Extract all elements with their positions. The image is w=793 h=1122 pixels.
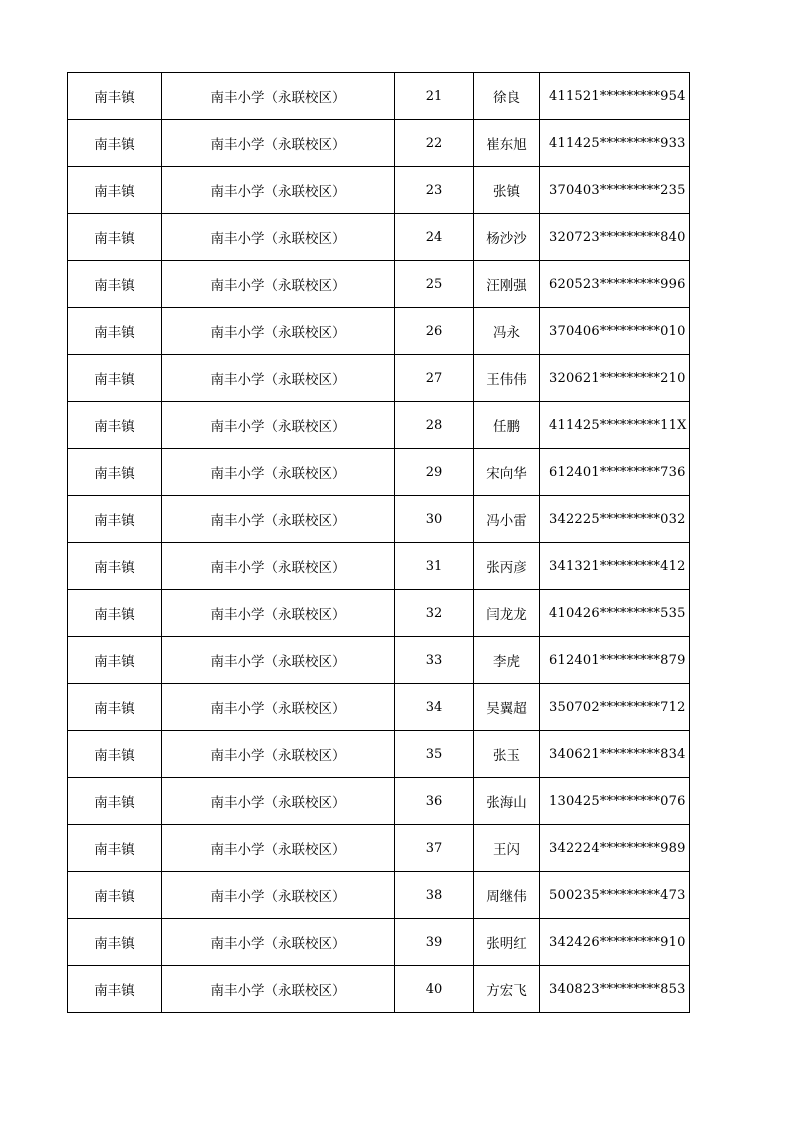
table-row xyxy=(68,261,690,308)
town-cell: 南丰镇 xyxy=(68,543,162,590)
table-row xyxy=(68,355,690,402)
seq-number-cell: 26 xyxy=(395,308,474,355)
town-cell: 南丰镇 xyxy=(68,308,162,355)
town-cell: 南丰镇 xyxy=(68,825,162,872)
table-row xyxy=(68,731,690,778)
table-row xyxy=(68,543,690,590)
school-cell: 南丰小学（永联校区） xyxy=(162,919,395,966)
id-number-cell: 410426*********535 xyxy=(540,590,690,637)
town-cell: 南丰镇 xyxy=(68,214,162,261)
person-name-cell: 张丙彦 xyxy=(474,543,540,590)
id-number-cell: 411521*********954 xyxy=(540,73,690,120)
town-cell: 南丰镇 xyxy=(68,966,162,1013)
table-row xyxy=(68,778,690,825)
town-cell: 南丰镇 xyxy=(68,778,162,825)
seq-number-cell: 22 xyxy=(395,120,474,167)
table-row xyxy=(68,684,690,731)
seq-number-cell: 31 xyxy=(395,543,474,590)
town-cell: 南丰镇 xyxy=(68,261,162,308)
seq-number-cell: 33 xyxy=(395,637,474,684)
person-name-cell: 崔东旭 xyxy=(474,120,540,167)
school-cell: 南丰小学（永联校区） xyxy=(162,872,395,919)
person-name-cell: 徐良 xyxy=(474,73,540,120)
id-number-cell: 340823*********853 xyxy=(540,966,690,1013)
person-name-cell: 李虎 xyxy=(474,637,540,684)
town-cell: 南丰镇 xyxy=(68,167,162,214)
town-cell: 南丰镇 xyxy=(68,637,162,684)
table-row xyxy=(68,308,690,355)
roster-table-body xyxy=(68,73,690,1013)
school-cell: 南丰小学（永联校区） xyxy=(162,731,395,778)
school-cell: 南丰小学（永联校区） xyxy=(162,355,395,402)
person-name-cell: 张镇 xyxy=(474,167,540,214)
school-cell: 南丰小学（永联校区） xyxy=(162,402,395,449)
school-cell: 南丰小学（永联校区） xyxy=(162,543,395,590)
id-number-cell: 340621*********834 xyxy=(540,731,690,778)
id-number-cell: 500235*********473 xyxy=(540,872,690,919)
town-cell: 南丰镇 xyxy=(68,120,162,167)
school-cell: 南丰小学（永联校区） xyxy=(162,214,395,261)
id-number-cell: 612401*********736 xyxy=(540,449,690,496)
seq-number-cell: 23 xyxy=(395,167,474,214)
school-cell: 南丰小学（永联校区） xyxy=(162,966,395,1013)
table-row xyxy=(68,825,690,872)
town-cell: 南丰镇 xyxy=(68,449,162,496)
table-row xyxy=(68,73,690,120)
table-row xyxy=(68,402,690,449)
seq-number-cell: 29 xyxy=(395,449,474,496)
town-cell: 南丰镇 xyxy=(68,355,162,402)
school-cell: 南丰小学（永联校区） xyxy=(162,637,395,684)
person-name-cell: 冯小雷 xyxy=(474,496,540,543)
person-name-cell: 方宏飞 xyxy=(474,966,540,1013)
seq-number-cell: 38 xyxy=(395,872,474,919)
table-row xyxy=(68,872,690,919)
person-name-cell: 张玉 xyxy=(474,731,540,778)
seq-number-cell: 34 xyxy=(395,684,474,731)
seq-number-cell: 27 xyxy=(395,355,474,402)
town-cell: 南丰镇 xyxy=(68,731,162,778)
table-row xyxy=(68,919,690,966)
town-cell: 南丰镇 xyxy=(68,496,162,543)
seq-number-cell: 32 xyxy=(395,590,474,637)
person-name-cell: 吴翼超 xyxy=(474,684,540,731)
id-number-cell: 411425*********933 xyxy=(540,120,690,167)
seq-number-cell: 39 xyxy=(395,919,474,966)
seq-number-cell: 21 xyxy=(395,73,474,120)
id-number-cell: 341321*********412 xyxy=(540,543,690,590)
town-cell: 南丰镇 xyxy=(68,590,162,637)
seq-number-cell: 24 xyxy=(395,214,474,261)
person-name-cell: 张明红 xyxy=(474,919,540,966)
seq-number-cell: 30 xyxy=(395,496,474,543)
school-cell: 南丰小学（永联校区） xyxy=(162,449,395,496)
seq-number-cell: 28 xyxy=(395,402,474,449)
seq-number-cell: 25 xyxy=(395,261,474,308)
school-cell: 南丰小学（永联校区） xyxy=(162,590,395,637)
school-cell: 南丰小学（永联校区） xyxy=(162,73,395,120)
table-row xyxy=(68,590,690,637)
table-row xyxy=(68,966,690,1013)
id-number-cell: 342225*********032 xyxy=(540,496,690,543)
seq-number-cell: 35 xyxy=(395,731,474,778)
school-cell: 南丰小学（永联校区） xyxy=(162,308,395,355)
town-cell: 南丰镇 xyxy=(68,872,162,919)
id-number-cell: 620523*********996 xyxy=(540,261,690,308)
table-row xyxy=(68,637,690,684)
id-number-cell: 342224*********989 xyxy=(540,825,690,872)
person-name-cell: 宋向华 xyxy=(474,449,540,496)
id-number-cell: 411425*********11X xyxy=(540,402,690,449)
person-name-cell: 张海山 xyxy=(474,778,540,825)
table-row xyxy=(68,120,690,167)
person-name-cell: 汪刚强 xyxy=(474,261,540,308)
table-row xyxy=(68,449,690,496)
seq-number-cell: 40 xyxy=(395,966,474,1013)
school-cell: 南丰小学（永联校区） xyxy=(162,825,395,872)
table-row xyxy=(68,496,690,543)
school-cell: 南丰小学（永联校区） xyxy=(162,778,395,825)
school-cell: 南丰小学（永联校区） xyxy=(162,261,395,308)
id-number-cell: 370403*********235 xyxy=(540,167,690,214)
id-number-cell: 612401*********879 xyxy=(540,637,690,684)
town-cell: 南丰镇 xyxy=(68,73,162,120)
school-cell: 南丰小学（永联校区） xyxy=(162,684,395,731)
person-name-cell: 王闪 xyxy=(474,825,540,872)
person-name-cell: 冯永 xyxy=(474,308,540,355)
seq-number-cell: 37 xyxy=(395,825,474,872)
id-number-cell: 370406*********010 xyxy=(540,308,690,355)
town-cell: 南丰镇 xyxy=(68,402,162,449)
id-number-cell: 350702*********712 xyxy=(540,684,690,731)
town-cell: 南丰镇 xyxy=(68,684,162,731)
table-row xyxy=(68,167,690,214)
person-name-cell: 闫龙龙 xyxy=(474,590,540,637)
table-row xyxy=(68,214,690,261)
id-number-cell: 320723*********840 xyxy=(540,214,690,261)
town-cell: 南丰镇 xyxy=(68,919,162,966)
person-name-cell: 任鹏 xyxy=(474,402,540,449)
id-number-cell: 342426*********910 xyxy=(540,919,690,966)
id-number-cell: 320621*********210 xyxy=(540,355,690,402)
school-cell: 南丰小学（永联校区） xyxy=(162,496,395,543)
id-number-cell: 130425*********076 xyxy=(540,778,690,825)
seq-number-cell: 36 xyxy=(395,778,474,825)
school-cell: 南丰小学（永联校区） xyxy=(162,120,395,167)
person-name-cell: 杨沙沙 xyxy=(474,214,540,261)
school-cell: 南丰小学（永联校区） xyxy=(162,167,395,214)
roster-table xyxy=(67,72,690,1013)
person-name-cell: 周继伟 xyxy=(474,872,540,919)
person-name-cell: 王伟伟 xyxy=(474,355,540,402)
